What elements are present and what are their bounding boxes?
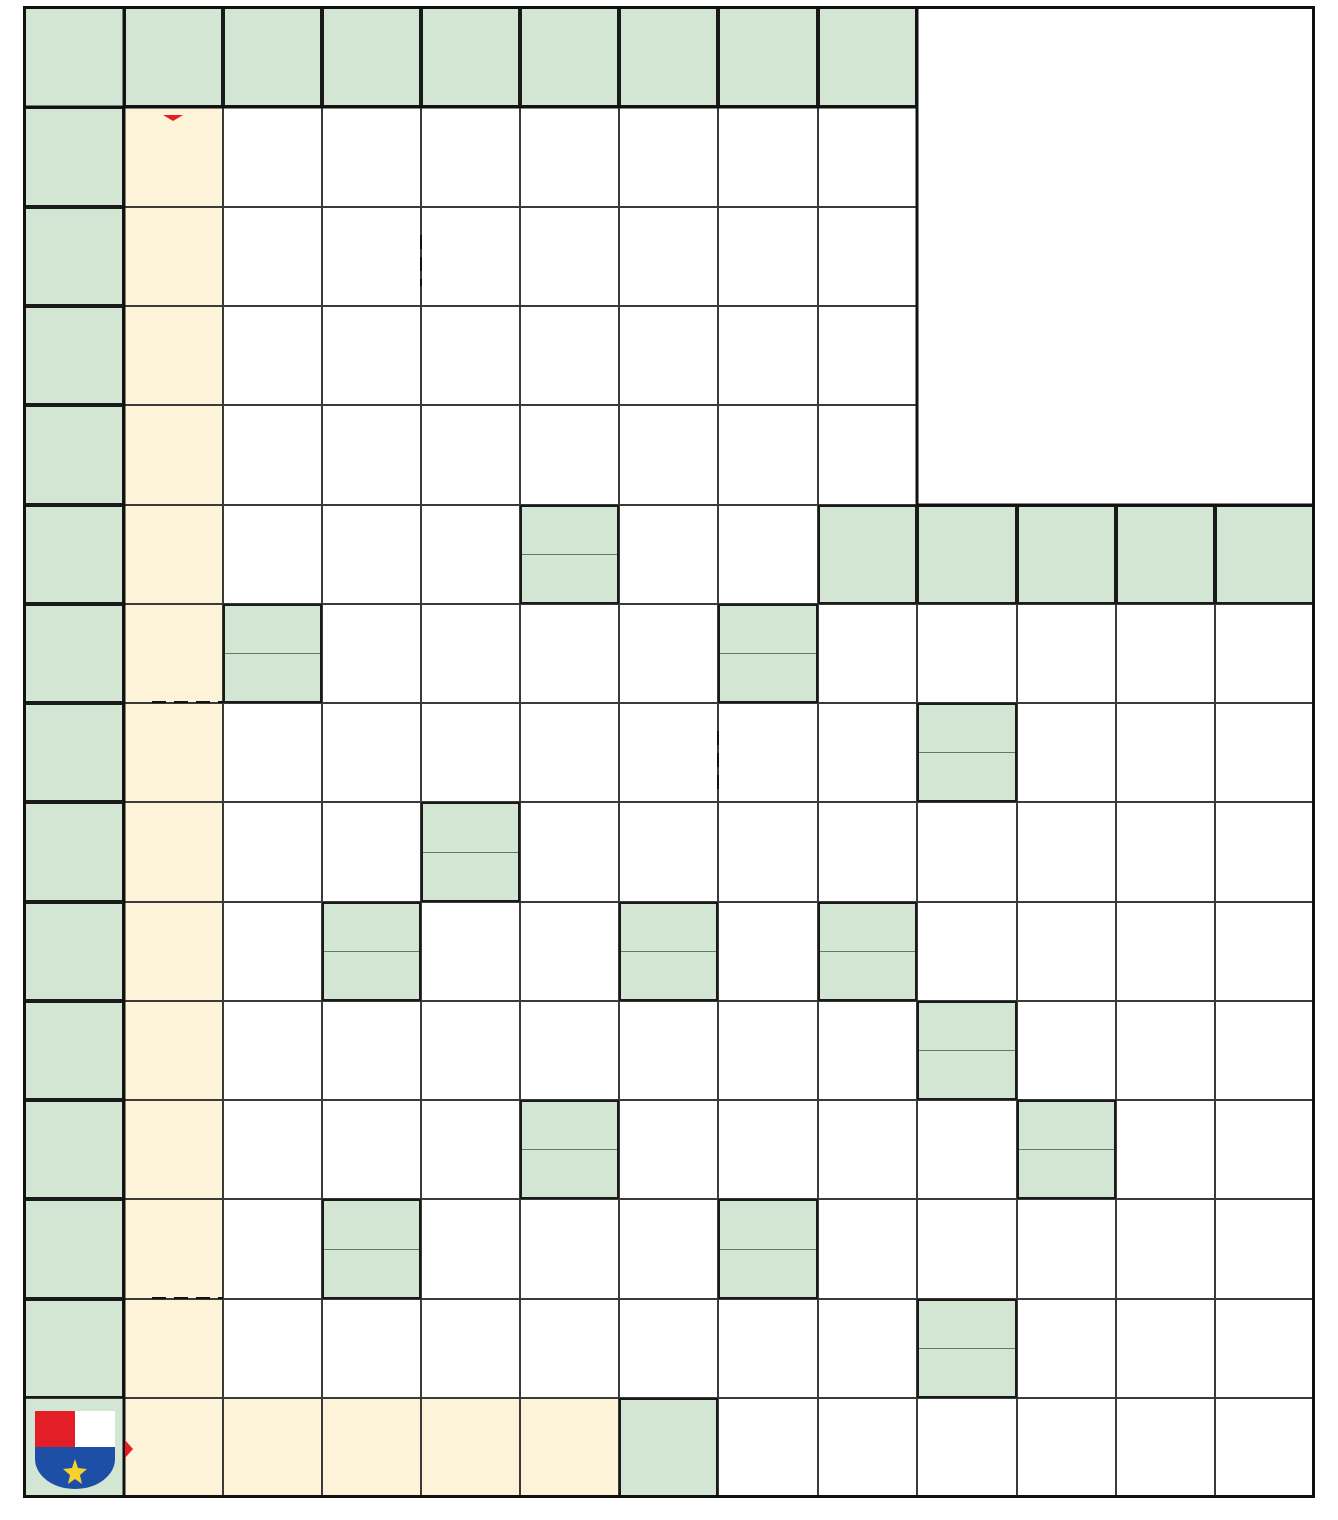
clue-text <box>919 1050 1015 1098</box>
answer-cell[interactable] <box>718 1398 818 1497</box>
clue-text <box>1118 507 1213 602</box>
answer-cell[interactable] <box>718 1001 818 1100</box>
row-clue <box>24 405 124 505</box>
answer-cell[interactable] <box>520 703 619 802</box>
inner-clue <box>1116 505 1215 604</box>
clue-text <box>225 606 320 653</box>
answer-cell[interactable] <box>322 802 421 902</box>
clue-text <box>720 606 816 653</box>
answer-cell[interactable] <box>421 1299 520 1398</box>
answer-cell[interactable] <box>223 703 322 802</box>
row-clue <box>24 902 124 1001</box>
answer-cell[interactable] <box>421 405 520 505</box>
answer-cell[interactable] <box>1116 802 1215 902</box>
answer-cell[interactable] <box>619 107 718 207</box>
answer-cell[interactable] <box>619 405 718 505</box>
inner-clue <box>1017 1100 1116 1199</box>
answer-cell[interactable] <box>619 505 718 604</box>
answer-cell[interactable] <box>421 1001 520 1100</box>
answer-cell[interactable] <box>619 1001 718 1100</box>
answer-cell[interactable] <box>124 1001 223 1100</box>
inner-clue <box>818 902 917 1001</box>
answer-cell[interactable] <box>124 902 223 1001</box>
answer-cell[interactable] <box>619 1100 718 1199</box>
answer-cell[interactable] <box>917 1199 1017 1299</box>
answer-cell[interactable] <box>619 306 718 405</box>
clue-text <box>324 9 419 105</box>
inner-clue <box>619 1398 718 1497</box>
answer-cell[interactable] <box>223 802 322 902</box>
column-clue <box>619 7 718 107</box>
clue-text <box>26 705 122 800</box>
answer-cell[interactable] <box>421 107 520 207</box>
clue-text <box>26 1201 122 1297</box>
answer-cell[interactable] <box>718 902 818 1001</box>
answer-cell[interactable] <box>1116 1199 1215 1299</box>
answer-cell[interactable] <box>421 1199 520 1299</box>
clue-text <box>423 852 518 901</box>
answer-cell[interactable] <box>421 306 520 405</box>
answer-cell[interactable] <box>718 207 818 306</box>
answer-cell[interactable] <box>718 703 818 802</box>
answer-cell[interactable] <box>818 1199 917 1299</box>
answer-cell[interactable] <box>520 107 619 207</box>
column-clue <box>223 7 322 107</box>
clue-text <box>919 507 1015 602</box>
answer-cell[interactable] <box>124 405 223 505</box>
column-clue <box>718 7 818 107</box>
answer-cell[interactable] <box>1116 902 1215 1001</box>
clue-text <box>26 1003 122 1098</box>
empty-region <box>919 9 1312 503</box>
row-clue <box>24 1100 124 1199</box>
clue-text <box>919 1003 1015 1050</box>
answer-cell[interactable] <box>520 902 619 1001</box>
answer-cell[interactable] <box>124 1398 223 1497</box>
inner-clue <box>1017 505 1116 604</box>
answer-cell[interactable] <box>1017 1001 1116 1100</box>
author-credit <box>24 7 124 107</box>
answer-cell[interactable] <box>1017 1398 1116 1497</box>
answer-cell[interactable] <box>223 1398 322 1497</box>
answer-cell[interactable] <box>322 207 421 306</box>
column-clue <box>322 7 421 107</box>
answer-cell[interactable] <box>818 703 917 802</box>
answer-cell[interactable] <box>1215 1100 1314 1199</box>
answer-cell[interactable] <box>322 405 421 505</box>
answer-cell[interactable] <box>322 306 421 405</box>
answer-cell[interactable] <box>322 107 421 207</box>
inner-clue <box>322 902 421 1001</box>
clue-text <box>720 9 816 105</box>
answer-cell[interactable] <box>421 902 520 1001</box>
answer-cell[interactable] <box>421 207 520 306</box>
clue-text <box>522 1149 617 1197</box>
answer-cell[interactable] <box>818 1001 917 1100</box>
answer-cell[interactable] <box>520 604 619 703</box>
clue-text <box>720 653 816 701</box>
clue-text <box>423 804 518 852</box>
answer-cell[interactable] <box>322 1001 421 1100</box>
clue-text <box>919 1348 1015 1396</box>
clue-text <box>225 653 320 701</box>
answer-cell[interactable] <box>421 1100 520 1199</box>
answer-cell[interactable] <box>619 1199 718 1299</box>
clue-text <box>621 9 716 105</box>
answer-cell[interactable] <box>520 207 619 306</box>
clue-text <box>621 904 716 951</box>
clue-text <box>522 9 617 105</box>
answer-cell[interactable] <box>818 207 917 306</box>
inner-clue <box>421 802 520 902</box>
column-clue <box>520 7 619 107</box>
clue-text <box>324 1201 419 1249</box>
column-clue <box>421 7 520 107</box>
answer-cell[interactable] <box>718 802 818 902</box>
clue-text <box>720 1201 816 1249</box>
clue-text <box>820 904 915 951</box>
clue-text <box>919 1301 1015 1348</box>
inner-clue <box>1215 505 1314 604</box>
answer-cell[interactable] <box>223 1199 322 1299</box>
answer-cell[interactable] <box>520 306 619 405</box>
row-clue <box>24 107 124 207</box>
answer-cell[interactable] <box>124 505 223 604</box>
answer-cell[interactable] <box>1215 703 1314 802</box>
inner-clue <box>917 1001 1017 1100</box>
answer-cell[interactable] <box>223 107 322 207</box>
clue-text <box>225 9 320 105</box>
clue-text <box>26 606 122 701</box>
clue-text <box>919 752 1015 800</box>
answer-cell[interactable] <box>1116 703 1215 802</box>
row-clue <box>24 306 124 405</box>
clue-text <box>1019 1149 1114 1197</box>
answer-cell[interactable] <box>917 802 1017 902</box>
clue-text <box>820 507 915 602</box>
answer-cell[interactable] <box>619 604 718 703</box>
answer-cell[interactable] <box>421 604 520 703</box>
clue-text <box>522 507 617 554</box>
answer-cell[interactable] <box>322 1398 421 1497</box>
answer-cell[interactable] <box>1116 1398 1215 1497</box>
answer-cell[interactable] <box>1116 1100 1215 1199</box>
inner-clue <box>223 604 322 703</box>
answer-cell[interactable] <box>1215 802 1314 902</box>
inner-clue <box>917 505 1017 604</box>
clue-text <box>820 951 915 999</box>
answer-cell[interactable] <box>718 405 818 505</box>
row-clue <box>24 802 124 902</box>
answer-cell[interactable] <box>1215 1001 1314 1100</box>
clue-text <box>26 308 122 403</box>
clue-text <box>522 554 617 602</box>
answer-cell[interactable] <box>1215 1299 1314 1398</box>
answer-cell[interactable] <box>1116 1299 1215 1398</box>
answer-cell[interactable] <box>223 902 322 1001</box>
answer-cell[interactable] <box>520 1299 619 1398</box>
answer-cell[interactable] <box>223 1299 322 1398</box>
answer-cell[interactable] <box>421 505 520 604</box>
answer-cell[interactable] <box>520 405 619 505</box>
clue-text <box>26 1301 122 1396</box>
column-clue <box>818 7 917 107</box>
logo-cell <box>24 1398 124 1497</box>
inner-clue <box>520 1100 619 1199</box>
answer-cell[interactable] <box>124 1299 223 1398</box>
answer-cell[interactable] <box>520 1398 619 1497</box>
answer-cell[interactable] <box>1215 1199 1314 1299</box>
answer-cell[interactable] <box>818 604 917 703</box>
answer-cell[interactable] <box>917 1100 1017 1199</box>
clue-text <box>423 9 518 105</box>
answer-cell[interactable] <box>718 1299 818 1398</box>
inner-clue <box>718 604 818 703</box>
answer-cell[interactable] <box>124 207 223 306</box>
answer-cell[interactable] <box>818 107 917 207</box>
clue-text <box>26 507 122 602</box>
answer-cell[interactable] <box>124 1199 223 1299</box>
answer-cell[interactable] <box>619 802 718 902</box>
inner-clue <box>520 505 619 604</box>
clue-text <box>26 109 122 205</box>
clue-text <box>324 951 419 999</box>
answer-cell[interactable] <box>223 207 322 306</box>
answer-cell[interactable] <box>421 703 520 802</box>
clue-text <box>324 1249 419 1298</box>
answer-cell[interactable] <box>917 604 1017 703</box>
clue-text <box>26 904 122 999</box>
answer-cell[interactable] <box>322 1299 421 1398</box>
inner-clue <box>818 505 917 604</box>
answer-cell[interactable] <box>818 306 917 405</box>
answer-cell[interactable] <box>520 802 619 902</box>
clue-text <box>26 209 122 304</box>
answer-cell[interactable] <box>124 107 223 207</box>
answer-cell[interactable] <box>818 1398 917 1497</box>
answer-cell[interactable] <box>124 802 223 902</box>
answer-cell[interactable] <box>917 902 1017 1001</box>
clue-text <box>1019 507 1114 602</box>
answer-cell[interactable] <box>520 1199 619 1299</box>
answer-cell[interactable] <box>718 1100 818 1199</box>
clue-text <box>919 705 1015 752</box>
answer-cell[interactable] <box>619 703 718 802</box>
answer-cell[interactable] <box>322 604 421 703</box>
clue-text <box>26 804 122 900</box>
answer-cell[interactable] <box>818 1299 917 1398</box>
clue-text <box>820 9 915 105</box>
coat-of-arms-icon <box>25 1399 124 1498</box>
answer-cell[interactable] <box>1017 802 1116 902</box>
clue-text <box>1019 1102 1114 1149</box>
inner-clue <box>718 1199 818 1299</box>
answer-cell[interactable] <box>718 306 818 405</box>
answer-cell[interactable] <box>223 405 322 505</box>
answer-cell[interactable] <box>223 505 322 604</box>
row-clue <box>24 604 124 703</box>
answer-cell[interactable] <box>124 1100 223 1199</box>
answer-cell[interactable] <box>322 1100 421 1199</box>
answer-cell[interactable] <box>1116 604 1215 703</box>
answer-cell[interactable] <box>1017 604 1116 703</box>
clue-text <box>324 904 419 951</box>
answer-cell[interactable] <box>818 1100 917 1199</box>
answer-cell[interactable] <box>917 1398 1017 1497</box>
inner-clue <box>322 1199 421 1299</box>
inner-clue <box>619 902 718 1001</box>
answer-cell[interactable] <box>1215 902 1314 1001</box>
row-clue <box>24 1199 124 1299</box>
clue-text <box>621 951 716 999</box>
clue-text <box>126 9 221 105</box>
clue-text <box>522 1102 617 1149</box>
inner-clue <box>917 703 1017 802</box>
row-clue <box>24 1001 124 1100</box>
clue-text <box>26 1102 122 1197</box>
answer-cell[interactable] <box>322 703 421 802</box>
answer-cell[interactable] <box>520 1001 619 1100</box>
answer-cell[interactable] <box>322 505 421 604</box>
answer-cell[interactable] <box>1215 1398 1314 1497</box>
answer-cell[interactable] <box>223 306 322 405</box>
row-clue <box>24 1299 124 1398</box>
answer-cell[interactable] <box>124 306 223 405</box>
answer-cell[interactable] <box>718 505 818 604</box>
clue-text <box>1217 507 1312 602</box>
answer-cell[interactable] <box>124 703 223 802</box>
answer-cell[interactable] <box>818 802 917 902</box>
answer-cell[interactable] <box>1215 604 1314 703</box>
row-clue <box>24 703 124 802</box>
answer-cell[interactable] <box>619 207 718 306</box>
answer-cell[interactable] <box>818 405 917 505</box>
row-clue <box>24 207 124 306</box>
clue-text <box>26 407 122 503</box>
row-clue <box>24 505 124 604</box>
answer-cell[interactable] <box>223 1100 322 1199</box>
answer-cell[interactable] <box>223 1001 322 1100</box>
clue-text <box>621 1400 716 1495</box>
clue-text <box>720 1249 816 1298</box>
answer-cell[interactable] <box>421 1398 520 1497</box>
answer-cell[interactable] <box>1017 1299 1116 1398</box>
answer-cell[interactable] <box>1017 703 1116 802</box>
answer-cell[interactable] <box>1017 902 1116 1001</box>
column-clue <box>124 7 223 107</box>
answer-cell[interactable] <box>619 1299 718 1398</box>
inner-clue <box>917 1299 1017 1398</box>
answer-cell[interactable] <box>124 604 223 703</box>
answer-cell[interactable] <box>1116 1001 1215 1100</box>
answer-cell[interactable] <box>1017 1199 1116 1299</box>
answer-cell[interactable] <box>718 107 818 207</box>
